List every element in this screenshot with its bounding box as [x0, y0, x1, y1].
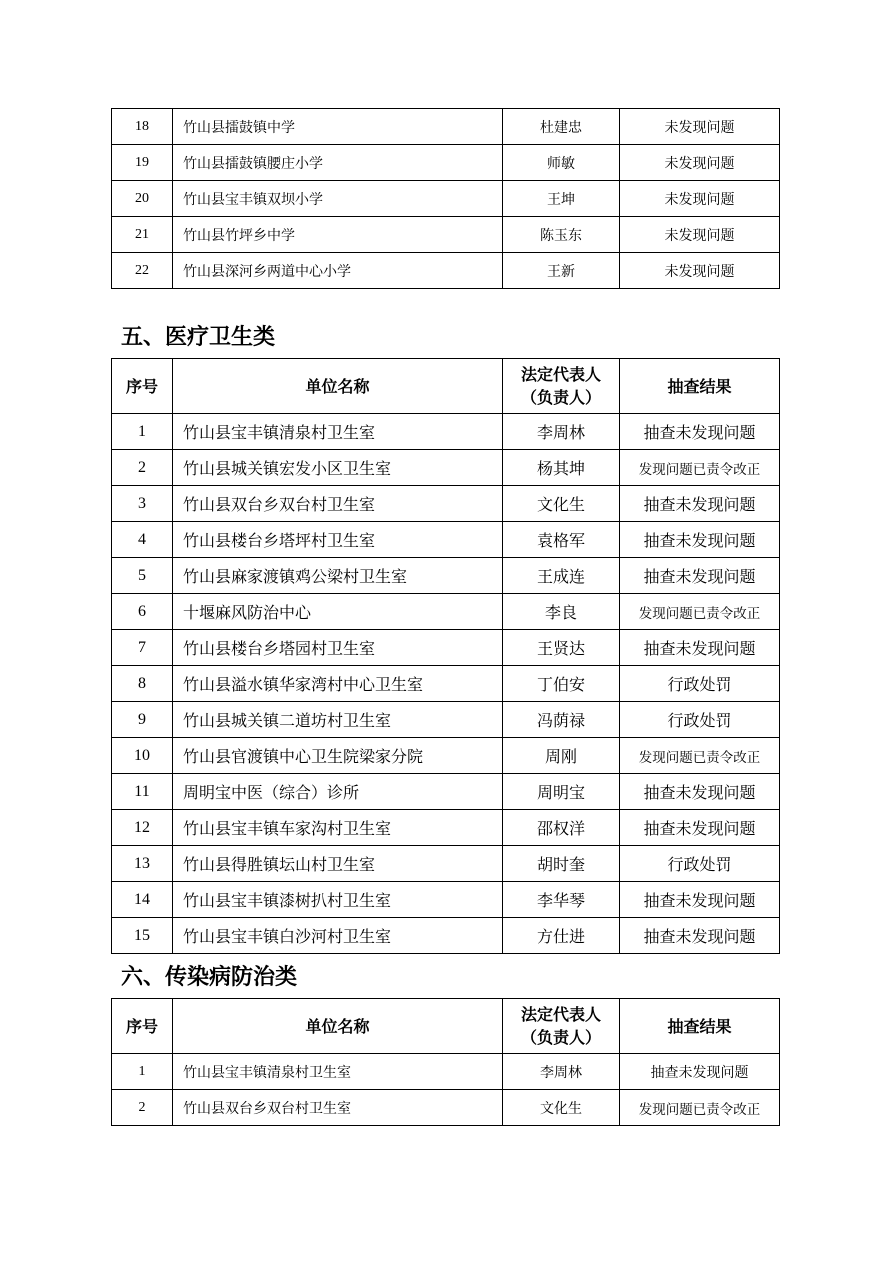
- header-person-line2: （负责人）: [520, 388, 601, 407]
- inspection-result: 抽查未发现问题: [620, 882, 780, 918]
- table-row: [112, 145, 780, 181]
- section-title-infectious: 六、传染病防治类: [121, 965, 298, 990]
- header-person-line1: 法定代表人: [520, 1005, 601, 1024]
- table-row: [112, 738, 780, 774]
- inspection-result: 抽查未发现问题: [620, 918, 780, 954]
- table-row: [112, 109, 780, 145]
- row-number: 21: [112, 217, 173, 253]
- legal-representative: 周明宝: [503, 774, 620, 810]
- row-number: 15: [112, 918, 173, 954]
- inspection-result: 抽查未发现问题: [620, 630, 780, 666]
- unit-name: 竹山县宝丰镇白沙河村卫生室: [173, 918, 503, 954]
- row-number: 4: [112, 522, 173, 558]
- table-row: [112, 846, 780, 882]
- unit-name: 竹山县楼台乡塔坪村卫生室: [173, 522, 503, 558]
- row-number: 12: [112, 810, 173, 846]
- unit-name: 竹山县楼台乡塔园村卫生室: [173, 630, 503, 666]
- row-number: 2: [112, 1090, 173, 1126]
- inspection-result: 抽查未发现问题: [620, 810, 780, 846]
- legal-representative: 王新: [503, 253, 620, 289]
- medical-table-body: [112, 414, 780, 954]
- table-header-row: [112, 359, 780, 414]
- inspection-result: 未发现问题: [620, 181, 780, 217]
- header-legal-representative: [503, 359, 620, 414]
- inspection-result: 行政处罚: [620, 846, 780, 882]
- legal-representative: 胡时奎: [503, 846, 620, 882]
- legal-representative: 陈玉东: [503, 217, 620, 253]
- legal-representative: 邵权洋: [503, 810, 620, 846]
- row-number: 6: [112, 594, 173, 630]
- unit-name: 竹山县擂鼓镇腰庄小学: [173, 145, 503, 181]
- table-row: [112, 810, 780, 846]
- row-number: 9: [112, 702, 173, 738]
- inspection-result: 抽查未发现问题: [620, 522, 780, 558]
- table-row: [112, 666, 780, 702]
- unit-name: 竹山县宝丰镇清泉村卫生室: [173, 414, 503, 450]
- unit-name: 竹山县宝丰镇漆树扒村卫生室: [173, 882, 503, 918]
- legal-representative: 王成连: [503, 558, 620, 594]
- header-person-line1: 法定代表人: [520, 365, 601, 384]
- table-row: [112, 774, 780, 810]
- table-row: [112, 594, 780, 630]
- unit-name: 竹山县官渡镇中心卫生院梁家分院: [173, 738, 503, 774]
- row-number: 22: [112, 253, 173, 289]
- table-row: [112, 882, 780, 918]
- legal-representative: 杨其坤: [503, 450, 620, 486]
- table-row: [112, 181, 780, 217]
- table-header-row: [112, 999, 780, 1054]
- legal-representative: 师敏: [503, 145, 620, 181]
- row-number: 13: [112, 846, 173, 882]
- inspection-result: 抽查未发现问题: [620, 414, 780, 450]
- unit-name: 十堰麻风防治中心: [173, 594, 503, 630]
- inspection-result: 行政处罚: [620, 666, 780, 702]
- legal-representative: 李良: [503, 594, 620, 630]
- row-number: 20: [112, 181, 173, 217]
- legal-representative: 王坤: [503, 181, 620, 217]
- legal-representative: 王贤达: [503, 630, 620, 666]
- unit-name: 竹山县擂鼓镇中学: [173, 109, 503, 145]
- table-row: [112, 1054, 780, 1090]
- inspection-result: 未发现问题: [620, 253, 780, 289]
- legal-representative: 周刚: [503, 738, 620, 774]
- unit-name: 竹山县得胜镇坛山村卫生室: [173, 846, 503, 882]
- header-person-line2: （负责人）: [520, 1028, 601, 1047]
- row-number: 3: [112, 486, 173, 522]
- school-inspection-table: [111, 108, 780, 289]
- legal-representative: 袁格军: [503, 522, 620, 558]
- table-row: [112, 630, 780, 666]
- table-row: [112, 918, 780, 954]
- infectious-table-body: [112, 1054, 780, 1126]
- header-legal-representative: [503, 999, 620, 1054]
- inspection-result: 未发现问题: [620, 217, 780, 253]
- row-number: 8: [112, 666, 173, 702]
- school-table-body: [112, 109, 780, 289]
- header-result: 抽查结果: [620, 999, 780, 1054]
- row-number: 5: [112, 558, 173, 594]
- legal-representative: 李周林: [503, 414, 620, 450]
- inspection-result: 未发现问题: [620, 109, 780, 145]
- infectious-inspection-table: [111, 998, 780, 1126]
- unit-name: 竹山县深河乡两道中心小学: [173, 253, 503, 289]
- row-number: 10: [112, 738, 173, 774]
- table-row: [112, 558, 780, 594]
- unit-name: 竹山县宝丰镇车家沟村卫生室: [173, 810, 503, 846]
- unit-name: 竹山县双台乡双台村卫生室: [173, 1090, 503, 1126]
- header-result: 抽查结果: [620, 359, 780, 414]
- row-number: 11: [112, 774, 173, 810]
- inspection-result: 发现问题已责令改正: [620, 594, 780, 630]
- medical-inspection-table: [111, 358, 780, 954]
- unit-name: 竹山县宝丰镇双坝小学: [173, 181, 503, 217]
- row-number: 14: [112, 882, 173, 918]
- row-number: 19: [112, 145, 173, 181]
- legal-representative: 方仕进: [503, 918, 620, 954]
- unit-name: 竹山县麻家渡镇鸡公梁村卫生室: [173, 558, 503, 594]
- inspection-result: 未发现问题: [620, 145, 780, 181]
- unit-name: 周明宝中医（综合）诊所: [173, 774, 503, 810]
- row-number: 7: [112, 630, 173, 666]
- header-no: 序号: [112, 999, 173, 1054]
- inspection-result: 发现问题已责令改正: [620, 1090, 780, 1126]
- legal-representative: 丁伯安: [503, 666, 620, 702]
- unit-name: 竹山县竹坪乡中学: [173, 217, 503, 253]
- legal-representative: 李周林: [503, 1054, 620, 1090]
- header-no: 序号: [112, 359, 173, 414]
- inspection-result: 抽查未发现问题: [620, 774, 780, 810]
- row-number: 18: [112, 109, 173, 145]
- table-row: [112, 253, 780, 289]
- table-row: [112, 217, 780, 253]
- header-unit-name: 单位名称: [173, 359, 503, 414]
- row-number: 1: [112, 1054, 173, 1090]
- header-unit-name: 单位名称: [173, 999, 503, 1054]
- table-row: [112, 486, 780, 522]
- table-row: [112, 1090, 780, 1126]
- unit-name: 竹山县城关镇宏发小区卫生室: [173, 450, 503, 486]
- unit-name: 竹山县溢水镇华家湾村中心卫生室: [173, 666, 503, 702]
- unit-name: 竹山县城关镇二道坊村卫生室: [173, 702, 503, 738]
- legal-representative: 文化生: [503, 1090, 620, 1126]
- inspection-result: 抽查未发现问题: [620, 486, 780, 522]
- inspection-result: 行政处罚: [620, 702, 780, 738]
- unit-name: 竹山县双台乡双台村卫生室: [173, 486, 503, 522]
- table-row: [112, 522, 780, 558]
- inspection-result: 抽查未发现问题: [620, 1054, 780, 1090]
- row-number: 2: [112, 450, 173, 486]
- table-row: [112, 414, 780, 450]
- legal-representative: 杜建忠: [503, 109, 620, 145]
- inspection-result: 发现问题已责令改正: [620, 450, 780, 486]
- legal-representative: 李华琴: [503, 882, 620, 918]
- legal-representative: 冯荫禄: [503, 702, 620, 738]
- table-row: [112, 702, 780, 738]
- inspection-result: 抽查未发现问题: [620, 558, 780, 594]
- unit-name: 竹山县宝丰镇清泉村卫生室: [173, 1054, 503, 1090]
- inspection-result: 发现问题已责令改正: [620, 738, 780, 774]
- section-title-medical: 五、医疗卫生类: [121, 325, 276, 350]
- legal-representative: 文化生: [503, 486, 620, 522]
- table-row: [112, 450, 780, 486]
- row-number: 1: [112, 414, 173, 450]
